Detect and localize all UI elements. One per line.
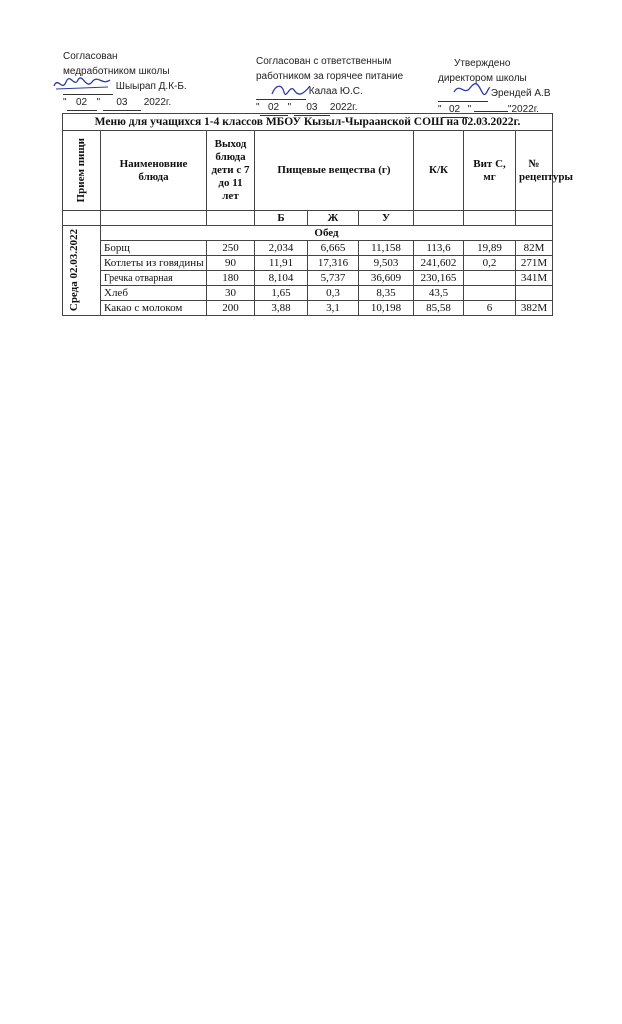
cell-vitc xyxy=(464,271,516,286)
approval-date xyxy=(63,95,213,111)
approval-signer-line xyxy=(63,79,213,95)
cell-kk: 241,602 xyxy=(414,256,464,271)
header-yield: Выход блюда дети с 7 до 11 лет xyxy=(207,131,255,211)
cell-recipe: 382М xyxy=(516,301,553,316)
date-month: 03 xyxy=(294,100,330,116)
cell-recipe xyxy=(516,286,553,301)
day-label: Среда 02.03.2022 xyxy=(67,229,80,312)
date-quote: " xyxy=(63,97,67,108)
date-quote: " xyxy=(256,102,260,113)
approval-block-medical xyxy=(63,49,213,111)
date-quote: " xyxy=(287,102,292,113)
cell-kk: 85,58 xyxy=(414,301,464,316)
header-kk: К/К xyxy=(414,131,464,211)
cell-kk: 230,165 xyxy=(414,271,464,286)
signature-blank xyxy=(438,86,488,102)
date-year: 2022г. xyxy=(329,102,358,113)
cell-zh: 0,3 xyxy=(308,286,359,301)
cell-u: 10,198 xyxy=(359,301,414,316)
cell-b: 11,91 xyxy=(255,256,308,271)
table-title: Меню для учащихся 1-4 классов МБОУ Кызыл-Чыраанской СОШ на 02.03.2022г. xyxy=(63,114,553,131)
approval-line1: Утверждено xyxy=(454,58,511,69)
approval-line1: Согласован xyxy=(63,51,118,62)
approval-block-food xyxy=(256,54,416,116)
signature-blank xyxy=(63,79,113,95)
cell-yield: 180 xyxy=(207,271,255,286)
menu-table xyxy=(62,113,574,316)
approval-signer: Калаа Ю.С. xyxy=(308,86,363,97)
cell-vitc: 19,89 xyxy=(464,241,516,256)
date-month: 03 xyxy=(103,95,141,111)
cell-b: 8,104 xyxy=(255,271,308,286)
date-quote: " xyxy=(467,104,472,115)
date-month xyxy=(474,111,508,112)
cell-u: 9,503 xyxy=(359,256,414,271)
table-row xyxy=(63,301,553,316)
empty-cell xyxy=(207,211,255,226)
cell-kk: 113,6 xyxy=(414,241,464,256)
approval-line1: Согласован с ответственным xyxy=(256,56,392,67)
date-year: 2022г. xyxy=(143,97,172,108)
header-dish: Наименовние блюда xyxy=(101,131,207,211)
cell-dish: Котлеты из говядины xyxy=(101,256,207,271)
cell-zh: 5,737 xyxy=(308,271,359,286)
day-cell xyxy=(63,226,101,316)
table-row xyxy=(63,256,553,271)
approval-line2: работником за горячее питание xyxy=(256,71,404,82)
approval-line2: директором школы xyxy=(438,73,527,84)
approval-signer: Эрендей А.В xyxy=(490,88,551,99)
header-meal-label: Прием пищи xyxy=(75,138,87,203)
table-row xyxy=(63,241,553,256)
empty-cell xyxy=(63,211,101,226)
approval-signer: Шыырап Д.К-Б. xyxy=(115,81,187,92)
cell-dish: Какао с молоком xyxy=(101,301,207,316)
cell-b: 1,65 xyxy=(255,286,308,301)
cell-yield: 30 xyxy=(207,286,255,301)
cell-zh: 3,1 xyxy=(308,301,359,316)
header-meal xyxy=(63,131,101,211)
cell-b: 3,88 xyxy=(255,301,308,316)
cell-kk: 43,5 xyxy=(414,286,464,301)
section-label: Обед xyxy=(101,226,553,241)
date-year: "2022г. xyxy=(507,104,539,115)
cell-yield: 250 xyxy=(207,241,255,256)
cell-recipe: 341М xyxy=(516,271,553,286)
cell-u: 11,158 xyxy=(359,241,414,256)
cell-vitc xyxy=(464,286,516,301)
approval-signer-line xyxy=(256,84,416,100)
empty-cell xyxy=(414,211,464,226)
empty-cell xyxy=(516,211,553,226)
cell-vitc: 0,2 xyxy=(464,256,516,271)
empty-cell xyxy=(464,211,516,226)
cell-b: 2,034 xyxy=(255,241,308,256)
table-row xyxy=(63,286,553,301)
signature-blank xyxy=(256,84,306,100)
cell-recipe: 82М xyxy=(516,241,553,256)
header-nutrients: Пищевые вещества (г) xyxy=(255,131,414,211)
header-recipe: № рецептуры xyxy=(516,131,553,211)
cell-u: 36,609 xyxy=(359,271,414,286)
date-day: 02 xyxy=(67,95,97,111)
subheader-u: У xyxy=(359,211,414,226)
date-day: 02 xyxy=(260,100,288,116)
date-quote: " xyxy=(96,97,101,108)
cell-dish: Борщ xyxy=(101,241,207,256)
subheader-zh: Ж xyxy=(308,211,359,226)
cell-dish: Гречка отварная xyxy=(101,271,207,286)
cell-recipe: 271М xyxy=(516,256,553,271)
table-row xyxy=(63,271,553,286)
cell-vitc: 6 xyxy=(464,301,516,316)
cell-yield: 200 xyxy=(207,301,255,316)
cell-zh: 6,665 xyxy=(308,241,359,256)
cell-zh: 17,316 xyxy=(308,256,359,271)
date-day: 02 xyxy=(442,102,468,118)
cell-u: 8,35 xyxy=(359,286,414,301)
header-vitc: Вит С, мг xyxy=(464,131,516,211)
date-quote: " xyxy=(438,104,442,115)
approval-signer-line xyxy=(438,86,578,102)
empty-cell xyxy=(101,211,207,226)
approval-line2: медработником школы xyxy=(63,66,170,77)
cell-yield: 90 xyxy=(207,256,255,271)
approval-block-director xyxy=(438,56,578,118)
cell-dish: Хлеб xyxy=(101,286,207,301)
subheader-b: Б xyxy=(255,211,308,226)
